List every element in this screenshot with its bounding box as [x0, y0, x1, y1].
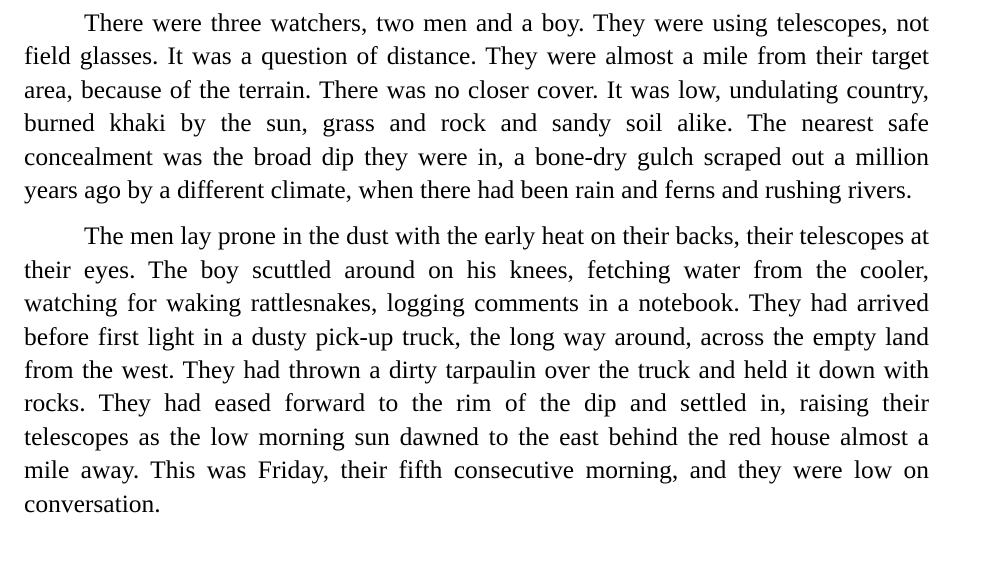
body-paragraph-1: There were three watchers, two men and a boy. They were using telescopes, not field glasses. It was a question of distance. They were almost a mile from their target area, because of the terrain. There was no closer cover. It was low, undulating country, burned khaki by the sun, grass and rock and sandy soil alike. The nearest safe concealment was the broad dip they were in, a bone-dry gulch scraped out a million years ago by a different climate, when there had been rain and ferns and rushing rivers.: [24, 8, 929, 205]
body-paragraph-2: The men lay prone in the dust with the early heat on their backs, their telescopes at their eyes. The boy scuttled around on his knees, fetching water from the cooler, watching for waking rattlesnakes, logging comments in a notebook. They had arrived before first light in a dusty pick-up truck, the long way around, across the empty land from the west. They had thrown a dirty tarpaulin over the truck and held it down with rocks. They had eased forward to the rim of the dip and settled in, raising their telescopes as the low morning sun dawned to the east behind the red house almost a mile away. This was Friday, their fifth consecutive morning, and they were low on conversation.: [24, 221, 929, 518]
